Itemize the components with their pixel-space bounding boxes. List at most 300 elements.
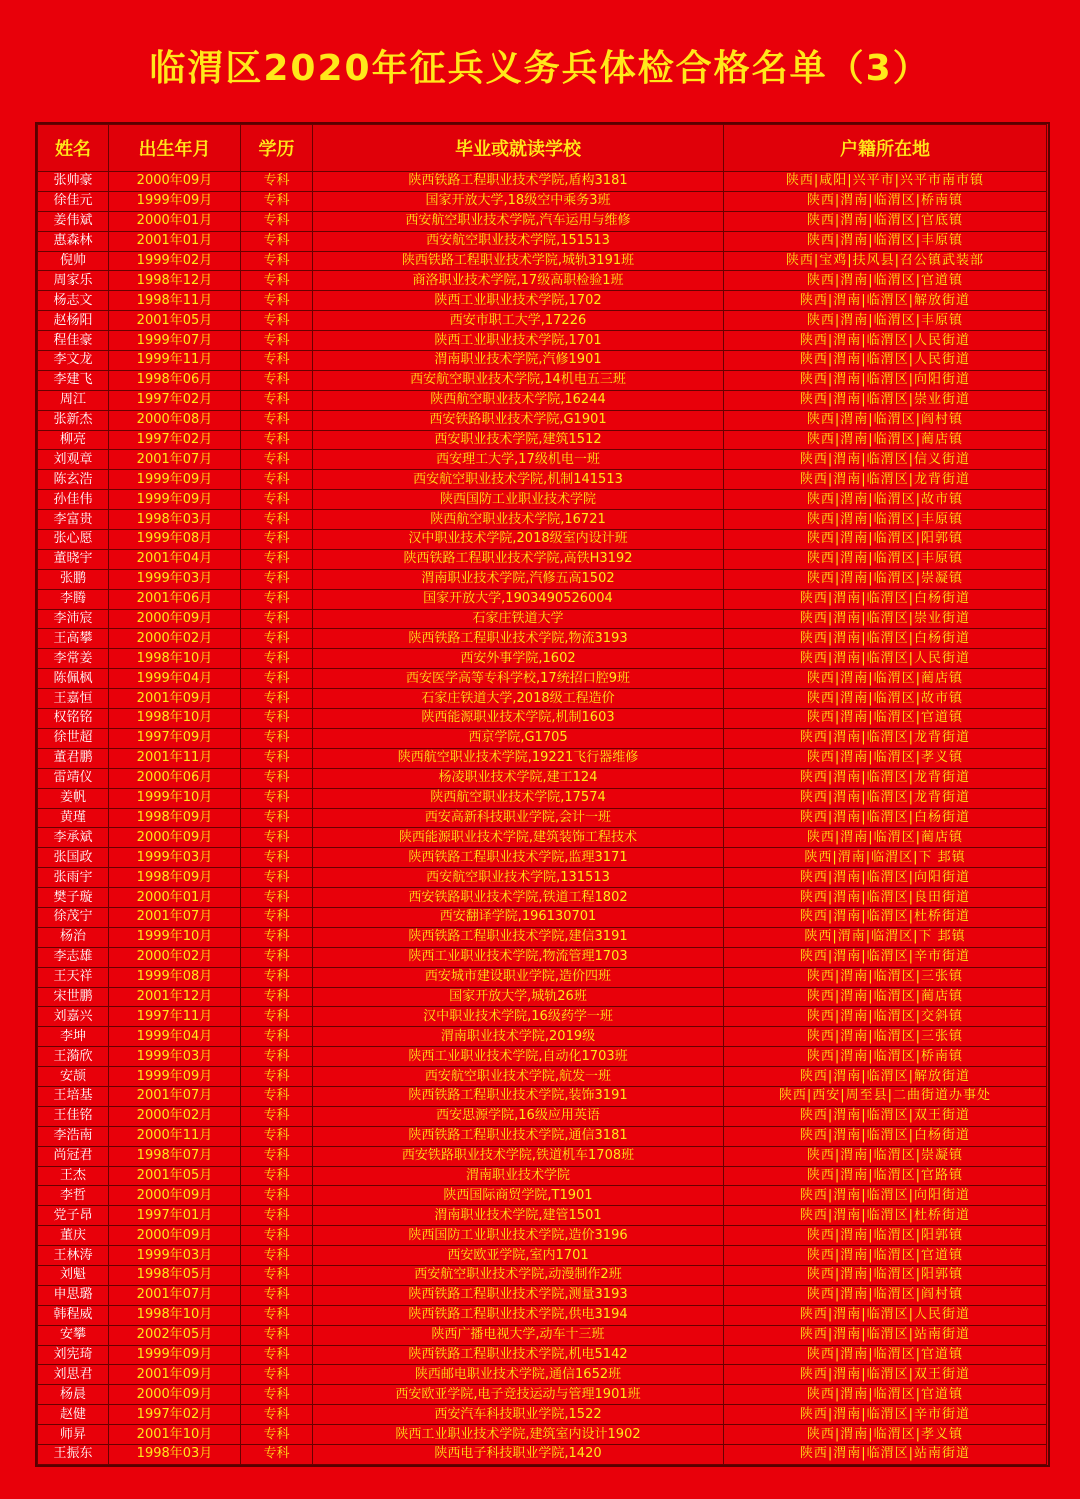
cell-school: 陕西工业职业技术学院,建筑室内设计1902 (313, 1425, 724, 1445)
cell-school: 陕西国防工业职业技术学院 (313, 490, 724, 510)
cell-residence: 陕西|渭南|临渭区|故市镇 (724, 490, 1047, 510)
cell-residence: 陕西|渭南|临渭区|蔺店镇 (724, 430, 1047, 450)
cell-school: 陕西工业职业技术学院,1702 (313, 291, 724, 311)
table-row (38, 848, 1047, 868)
cell-birth: 2000年09月 (109, 172, 241, 192)
cell-name: 雷靖仪 (38, 768, 109, 788)
cell-school: 陕西能源职业技术学院,建筑装饰工程技术 (313, 828, 724, 848)
table-row (38, 1405, 1047, 1425)
cell-name: 张国政 (38, 848, 109, 868)
cell-birth: 1997年02月 (109, 1405, 241, 1425)
cell-school: 渭南职业技术学院 (313, 1166, 724, 1186)
table-row (38, 748, 1047, 768)
cell-school: 西安思源学院,16级应用英语 (313, 1106, 724, 1126)
cell-residence: 陕西|渭南|临渭区|官道镇 (724, 1385, 1047, 1405)
table-row (38, 1067, 1047, 1087)
cell-school: 陕西铁路工程职业技术学院,装饰3191 (313, 1086, 724, 1106)
table-row (38, 172, 1047, 192)
table-header-row (38, 125, 1047, 172)
cell-residence: 陕西|渭南|临渭区|向阳街道 (724, 370, 1047, 390)
cell-name: 张新杰 (38, 410, 109, 430)
cell-residence: 陕西|渭南|临渭区|崇凝镇 (724, 569, 1047, 589)
cell-residence: 陕西|渭南|临渭区|阳郭镇 (724, 1265, 1047, 1285)
cell-name: 陈佩枫 (38, 669, 109, 689)
cell-name: 尚冠君 (38, 1146, 109, 1166)
cell-school: 西安航空职业技术学院,航发一班 (313, 1067, 724, 1087)
cell-residence: 陕西|渭南|临渭区|杜桥街道 (724, 1206, 1047, 1226)
cell-birth: 1999年04月 (109, 1027, 241, 1047)
table-row (38, 1206, 1047, 1226)
cell-name: 李浩南 (38, 1126, 109, 1146)
cell-name: 王培基 (38, 1086, 109, 1106)
cell-birth: 1999年09月 (109, 1067, 241, 1087)
cell-school: 西安高新科技职业学院,会计一班 (313, 808, 724, 828)
cell-education: 专科 (241, 390, 313, 410)
table-row (38, 510, 1047, 530)
cell-birth: 2001年11月 (109, 748, 241, 768)
cell-residence: 陕西|渭南|临渭区|孝义镇 (724, 748, 1047, 768)
cell-name: 王佳铭 (38, 1106, 109, 1126)
table-row (38, 907, 1047, 927)
table-row (38, 609, 1047, 629)
cell-education: 专科 (241, 888, 313, 908)
table-row (38, 967, 1047, 987)
cell-birth: 1998年03月 (109, 1445, 241, 1465)
table-row (38, 709, 1047, 729)
table-row (38, 291, 1047, 311)
cell-school: 西安欧亚学院,电子竞技运动与管理1901班 (313, 1385, 724, 1405)
cell-education: 专科 (241, 311, 313, 331)
cell-residence: 陕西|渭南|临渭区|故市镇 (724, 689, 1047, 709)
cell-birth: 1998年10月 (109, 649, 241, 669)
cell-education: 专科 (241, 808, 313, 828)
cell-education: 专科 (241, 549, 313, 569)
cell-residence: 陕西|渭南|临渭区|人民街道 (724, 1305, 1047, 1325)
cell-education: 专科 (241, 1365, 313, 1385)
cell-name: 党子昂 (38, 1206, 109, 1226)
cell-birth: 1999年10月 (109, 788, 241, 808)
cell-education: 专科 (241, 629, 313, 649)
cell-residence: 陕西|渭南|临渭区|杜桥街道 (724, 907, 1047, 927)
cell-birth: 1999年08月 (109, 967, 241, 987)
cell-residence: 陕西|渭南|临渭区|桥南镇 (724, 1047, 1047, 1067)
table-row (38, 569, 1047, 589)
cell-birth: 1998年06月 (109, 370, 241, 390)
table-row (38, 728, 1047, 748)
cell-name: 李志雄 (38, 947, 109, 967)
cell-school: 西安航空职业技术学院,机制141513 (313, 470, 724, 490)
cell-school: 西安汽车科技职业学院,1522 (313, 1405, 724, 1425)
cell-name: 姜伟斌 (38, 211, 109, 231)
cell-birth: 2001年07月 (109, 450, 241, 470)
cell-residence: 陕西|渭南|临渭区|三张镇 (724, 967, 1047, 987)
cell-residence: 陕西|渭南|临渭区|官道镇 (724, 1246, 1047, 1266)
cell-residence: 陕西|渭南|临渭区|丰原镇 (724, 311, 1047, 331)
cell-school: 国家开放大学,城轨26班 (313, 987, 724, 1007)
cell-school: 陕西铁路工程职业技术学院,高铁H3192 (313, 549, 724, 569)
cell-birth: 2000年02月 (109, 947, 241, 967)
table-row (38, 490, 1047, 510)
cell-name: 韩程威 (38, 1305, 109, 1325)
cell-birth: 1998年12月 (109, 271, 241, 291)
table-row (38, 390, 1047, 410)
cell-residence: 陕西|渭南|临渭区|交斜镇 (724, 1007, 1047, 1027)
cell-residence: 陕西|渭南|临渭区|良田街道 (724, 888, 1047, 908)
cell-residence: 陕西|渭南|临渭区|丰原镇 (724, 231, 1047, 251)
cell-education: 专科 (241, 1265, 313, 1285)
cell-school: 陕西国际商贸学院,T1901 (313, 1186, 724, 1206)
cell-education: 专科 (241, 291, 313, 311)
roster-table-wrapper (35, 122, 1050, 1467)
cell-school: 陕西工业职业技术学院,自动化1703班 (313, 1047, 724, 1067)
cell-school: 陕西铁路工程职业技术学院,物流3193 (313, 629, 724, 649)
cell-name: 杨治 (38, 927, 109, 947)
cell-birth: 2001年05月 (109, 311, 241, 331)
cell-name: 李承斌 (38, 828, 109, 848)
cell-education: 专科 (241, 848, 313, 868)
cell-name: 李腾 (38, 589, 109, 609)
cell-residence: 陕西|渭南|临渭区|站南街道 (724, 1325, 1047, 1345)
table-row (38, 1325, 1047, 1345)
cell-residence: 陕西|渭南|临渭区|阎村镇 (724, 1285, 1047, 1305)
cell-school: 石家庄铁道大学,2018级工程造价 (313, 689, 724, 709)
table-row (38, 1246, 1047, 1266)
cell-school: 西京学院,G1705 (313, 728, 724, 748)
cell-residence: 陕西|渭南|临渭区|白杨街道 (724, 1126, 1047, 1146)
header-birth: 出生年月 (109, 125, 241, 172)
cell-name: 姜帆 (38, 788, 109, 808)
cell-name: 徐世超 (38, 728, 109, 748)
cell-education: 专科 (241, 410, 313, 430)
cell-birth: 2002年05月 (109, 1325, 241, 1345)
cell-name: 张雨宇 (38, 868, 109, 888)
cell-education: 专科 (241, 1345, 313, 1365)
cell-birth: 1997年01月 (109, 1206, 241, 1226)
cell-birth: 2001年12月 (109, 987, 241, 1007)
cell-residence: 陕西|渭南|临渭区|官底镇 (724, 211, 1047, 231)
table-row (38, 1007, 1047, 1027)
cell-residence: 陕西|渭南|临渭区|人民街道 (724, 351, 1047, 371)
cell-residence: 陕西|渭南|临渭区|辛市街道 (724, 947, 1047, 967)
table-row (38, 768, 1047, 788)
cell-school: 陕西航空职业技术学院,17574 (313, 788, 724, 808)
cell-education: 专科 (241, 1206, 313, 1226)
table-row (38, 1226, 1047, 1246)
cell-birth: 2000年08月 (109, 410, 241, 430)
cell-name: 李哲 (38, 1186, 109, 1206)
table-row (38, 629, 1047, 649)
cell-residence: 陕西|渭南|临渭区|人民街道 (724, 331, 1047, 351)
cell-birth: 2000年02月 (109, 1106, 241, 1126)
cell-name: 徐佳元 (38, 191, 109, 211)
cell-residence: 陕西|渭南|临渭区|解放街道 (724, 1067, 1047, 1087)
table-body (38, 172, 1047, 1465)
cell-name: 王振东 (38, 1445, 109, 1465)
cell-education: 专科 (241, 450, 313, 470)
table-row (38, 1425, 1047, 1445)
cell-name: 李坤 (38, 1027, 109, 1047)
cell-birth: 1999年03月 (109, 1246, 241, 1266)
cell-name: 王高攀 (38, 629, 109, 649)
cell-birth: 2001年01月 (109, 231, 241, 251)
cell-education: 专科 (241, 490, 313, 510)
cell-residence: 陕西|渭南|临渭区|信义街道 (724, 450, 1047, 470)
cell-education: 专科 (241, 231, 313, 251)
cell-residence: 陕西|渭南|临渭区|官道镇 (724, 271, 1047, 291)
cell-education: 专科 (241, 967, 313, 987)
cell-name: 李沛宸 (38, 609, 109, 629)
cell-birth: 2000年09月 (109, 1226, 241, 1246)
cell-school: 西安外事学院,1602 (313, 649, 724, 669)
table-row (38, 331, 1047, 351)
cell-residence: 陕西|渭南|临渭区|官道镇 (724, 1345, 1047, 1365)
cell-birth: 1999年09月 (109, 191, 241, 211)
cell-name: 徐茂宁 (38, 907, 109, 927)
cell-school: 西安欧亚学院,室内1701 (313, 1246, 724, 1266)
roster-table (37, 124, 1047, 1465)
cell-birth: 1999年03月 (109, 848, 241, 868)
cell-school: 西安航空职业技术学院,汽车运用与维修 (313, 211, 724, 231)
cell-education: 专科 (241, 172, 313, 192)
cell-residence: 陕西|西安|周至县|二曲街道办事处 (724, 1086, 1047, 1106)
cell-residence: 陕西|渭南|临渭区|崇业街道 (724, 609, 1047, 629)
table-row (38, 788, 1047, 808)
cell-birth: 1998年09月 (109, 808, 241, 828)
cell-education: 专科 (241, 709, 313, 729)
cell-residence: 陕西|咸阳|兴平市|兴平市南市镇 (724, 172, 1047, 192)
cell-birth: 2001年07月 (109, 1086, 241, 1106)
cell-education: 专科 (241, 569, 313, 589)
table-row (38, 1345, 1047, 1365)
cell-birth: 2001年05月 (109, 1166, 241, 1186)
cell-education: 专科 (241, 351, 313, 371)
cell-residence: 陕西|渭南|临渭区|丰原镇 (724, 549, 1047, 569)
cell-birth: 1999年08月 (109, 530, 241, 550)
cell-education: 专科 (241, 191, 313, 211)
cell-name: 张鹏 (38, 569, 109, 589)
table-row (38, 549, 1047, 569)
table-row (38, 689, 1047, 709)
cell-birth: 2000年09月 (109, 828, 241, 848)
cell-education: 专科 (241, 1067, 313, 1087)
cell-education: 专科 (241, 1285, 313, 1305)
cell-name: 孙佳伟 (38, 490, 109, 510)
table-row (38, 1047, 1047, 1067)
cell-residence: 陕西|渭南|临渭区|蔺店镇 (724, 987, 1047, 1007)
cell-name: 王杰 (38, 1166, 109, 1186)
cell-education: 专科 (241, 331, 313, 351)
cell-school: 西安铁路职业技术学院,G1901 (313, 410, 724, 430)
cell-name: 张心愿 (38, 530, 109, 550)
cell-birth: 2000年09月 (109, 1186, 241, 1206)
cell-school: 西安航空职业技术学院,151513 (313, 231, 724, 251)
cell-birth: 1999年10月 (109, 927, 241, 947)
cell-birth: 1997年02月 (109, 430, 241, 450)
cell-birth: 2000年02月 (109, 629, 241, 649)
cell-birth: 1999年09月 (109, 470, 241, 490)
table-row (38, 370, 1047, 390)
cell-school: 商洛职业技术学院,17级高职检验1班 (313, 271, 724, 291)
cell-school: 陕西航空职业技术学院,19221飞行器维修 (313, 748, 724, 768)
cell-birth: 1997年11月 (109, 1007, 241, 1027)
cell-residence: 陕西|渭南|临渭区|白杨街道 (724, 589, 1047, 609)
cell-school: 陕西工业职业技术学院,1701 (313, 331, 724, 351)
cell-residence: 陕西|渭南|临渭区|下 邽镇 (724, 927, 1047, 947)
header-school: 毕业或就读学校 (313, 125, 724, 172)
cell-birth: 1998年09月 (109, 868, 241, 888)
cell-education: 专科 (241, 649, 313, 669)
table-row (38, 947, 1047, 967)
cell-education: 专科 (241, 1226, 313, 1246)
cell-school: 陕西国防工业职业技术学院,造价3196 (313, 1226, 724, 1246)
cell-birth: 2001年07月 (109, 907, 241, 927)
cell-education: 专科 (241, 1146, 313, 1166)
cell-education: 专科 (241, 251, 313, 271)
cell-residence: 陕西|渭南|临渭区|龙背街道 (724, 768, 1047, 788)
table-row (38, 868, 1047, 888)
cell-birth: 1998年07月 (109, 1146, 241, 1166)
cell-name: 师昇 (38, 1425, 109, 1445)
cell-residence: 陕西|渭南|临渭区|辛市街道 (724, 1405, 1047, 1425)
table-row (38, 1285, 1047, 1305)
cell-school: 西安理工大学,17级机电一班 (313, 450, 724, 470)
cell-education: 专科 (241, 1246, 313, 1266)
cell-education: 专科 (241, 907, 313, 927)
cell-education: 专科 (241, 1047, 313, 1067)
cell-education: 专科 (241, 728, 313, 748)
table-row (38, 351, 1047, 371)
cell-birth: 2001年10月 (109, 1425, 241, 1445)
cell-school: 西安航空职业技术学院,131513 (313, 868, 724, 888)
cell-residence: 陕西|渭南|临渭区|阎村镇 (724, 410, 1047, 430)
table-row (38, 311, 1047, 331)
cell-birth: 1998年10月 (109, 709, 241, 729)
cell-school: 陕西铁路工程职业技术学院,机电5142 (313, 1345, 724, 1365)
cell-birth: 2001年09月 (109, 689, 241, 709)
cell-education: 专科 (241, 768, 313, 788)
cell-birth: 1999年03月 (109, 569, 241, 589)
cell-birth: 2000年01月 (109, 211, 241, 231)
cell-education: 专科 (241, 370, 313, 390)
table-row (38, 1126, 1047, 1146)
cell-name: 赵健 (38, 1405, 109, 1425)
cell-education: 专科 (241, 1086, 313, 1106)
cell-residence: 陕西|渭南|临渭区|双王街道 (724, 1365, 1047, 1385)
cell-name: 杨晨 (38, 1385, 109, 1405)
cell-education: 专科 (241, 211, 313, 231)
cell-birth: 2000年09月 (109, 1385, 241, 1405)
cell-birth: 1999年07月 (109, 331, 241, 351)
table-row (38, 1265, 1047, 1285)
cell-education: 专科 (241, 430, 313, 450)
table-row (38, 430, 1047, 450)
cell-birth: 2000年06月 (109, 768, 241, 788)
cell-school: 汉中职业技术学院,16级药学一班 (313, 1007, 724, 1027)
cell-school: 陕西铁路工程职业技术学院,建信3191 (313, 927, 724, 947)
cell-name: 陈玄浩 (38, 470, 109, 490)
cell-name: 王嘉恒 (38, 689, 109, 709)
cell-name: 董晓宇 (38, 549, 109, 569)
cell-birth: 2001年04月 (109, 549, 241, 569)
cell-residence: 陕西|渭南|临渭区|白杨街道 (724, 808, 1047, 828)
cell-residence: 陕西|渭南|临渭区|白杨街道 (724, 629, 1047, 649)
cell-school: 渭南职业技术学院,建管1501 (313, 1206, 724, 1226)
cell-school: 渭南职业技术学院,2019级 (313, 1027, 724, 1047)
cell-name: 樊子璇 (38, 888, 109, 908)
cell-birth: 1999年03月 (109, 1047, 241, 1067)
cell-residence: 陕西|渭南|临渭区|蔺店镇 (724, 669, 1047, 689)
cell-education: 专科 (241, 1007, 313, 1027)
cell-education: 专科 (241, 271, 313, 291)
cell-residence: 陕西|渭南|临渭区|蔺店镇 (724, 828, 1047, 848)
table-row (38, 808, 1047, 828)
table-row (38, 271, 1047, 291)
cell-residence: 陕西|渭南|临渭区|龙背街道 (724, 728, 1047, 748)
cell-name: 权铭铭 (38, 709, 109, 729)
cell-education: 专科 (241, 1106, 313, 1126)
cell-birth: 2000年11月 (109, 1126, 241, 1146)
header-name: 姓名 (38, 125, 109, 172)
cell-residence: 陕西|渭南|临渭区|孝义镇 (724, 1425, 1047, 1445)
cell-name: 柳亮 (38, 430, 109, 450)
cell-birth: 1999年04月 (109, 669, 241, 689)
cell-school: 陕西能源职业技术学院,机制1603 (313, 709, 724, 729)
page-title: 临渭区2020年征兵义务兵体检合格名单（3） (149, 48, 931, 89)
cell-education: 专科 (241, 510, 313, 530)
cell-residence: 陕西|渭南|临渭区|向阳街道 (724, 868, 1047, 888)
table-row (38, 1445, 1047, 1465)
table-row (38, 211, 1047, 231)
cell-residence: 陕西|渭南|临渭区|龙背街道 (724, 788, 1047, 808)
cell-name: 李富贵 (38, 510, 109, 530)
table-row (38, 888, 1047, 908)
cell-residence: 陕西|渭南|临渭区|崇凝镇 (724, 1146, 1047, 1166)
cell-school: 陕西广播电视大学,动车十三班 (313, 1325, 724, 1345)
cell-name: 程佳豪 (38, 331, 109, 351)
cell-school: 西安翻译学院,196130701 (313, 907, 724, 927)
table-row (38, 828, 1047, 848)
cell-name: 赵杨阳 (38, 311, 109, 331)
cell-education: 专科 (241, 987, 313, 1007)
table-row (38, 669, 1047, 689)
cell-school: 陕西铁路工程职业技术学院,盾构3181 (313, 172, 724, 192)
cell-name: 周家乐 (38, 271, 109, 291)
cell-residence: 陕西|渭南|临渭区|龙背街道 (724, 470, 1047, 490)
cell-school: 陕西铁路工程职业技术学院,通信3181 (313, 1126, 724, 1146)
cell-name: 王漪欣 (38, 1047, 109, 1067)
cell-school: 陕西邮电职业技术学院,通信1652班 (313, 1365, 724, 1385)
cell-birth: 2000年01月 (109, 888, 241, 908)
cell-name: 黄瑾 (38, 808, 109, 828)
cell-name: 倪帅 (38, 251, 109, 271)
cell-school: 西安铁路职业技术学院,铁道工程1802 (313, 888, 724, 908)
cell-name: 申思璐 (38, 1285, 109, 1305)
cell-school: 渭南职业技术学院,汽修1901 (313, 351, 724, 371)
cell-name: 刘观章 (38, 450, 109, 470)
table-row (38, 1186, 1047, 1206)
cell-education: 专科 (241, 1027, 313, 1047)
cell-education: 专科 (241, 609, 313, 629)
cell-education: 专科 (241, 1385, 313, 1405)
cell-education: 专科 (241, 1325, 313, 1345)
cell-school: 国家开放大学,1903490526004 (313, 589, 724, 609)
table-row (38, 470, 1047, 490)
cell-name: 安颉 (38, 1067, 109, 1087)
cell-education: 专科 (241, 868, 313, 888)
cell-residence: 陕西|渭南|临渭区|崇业街道 (724, 390, 1047, 410)
table-row (38, 589, 1047, 609)
cell-residence: 陕西|渭南|临渭区|阳郭镇 (724, 530, 1047, 550)
